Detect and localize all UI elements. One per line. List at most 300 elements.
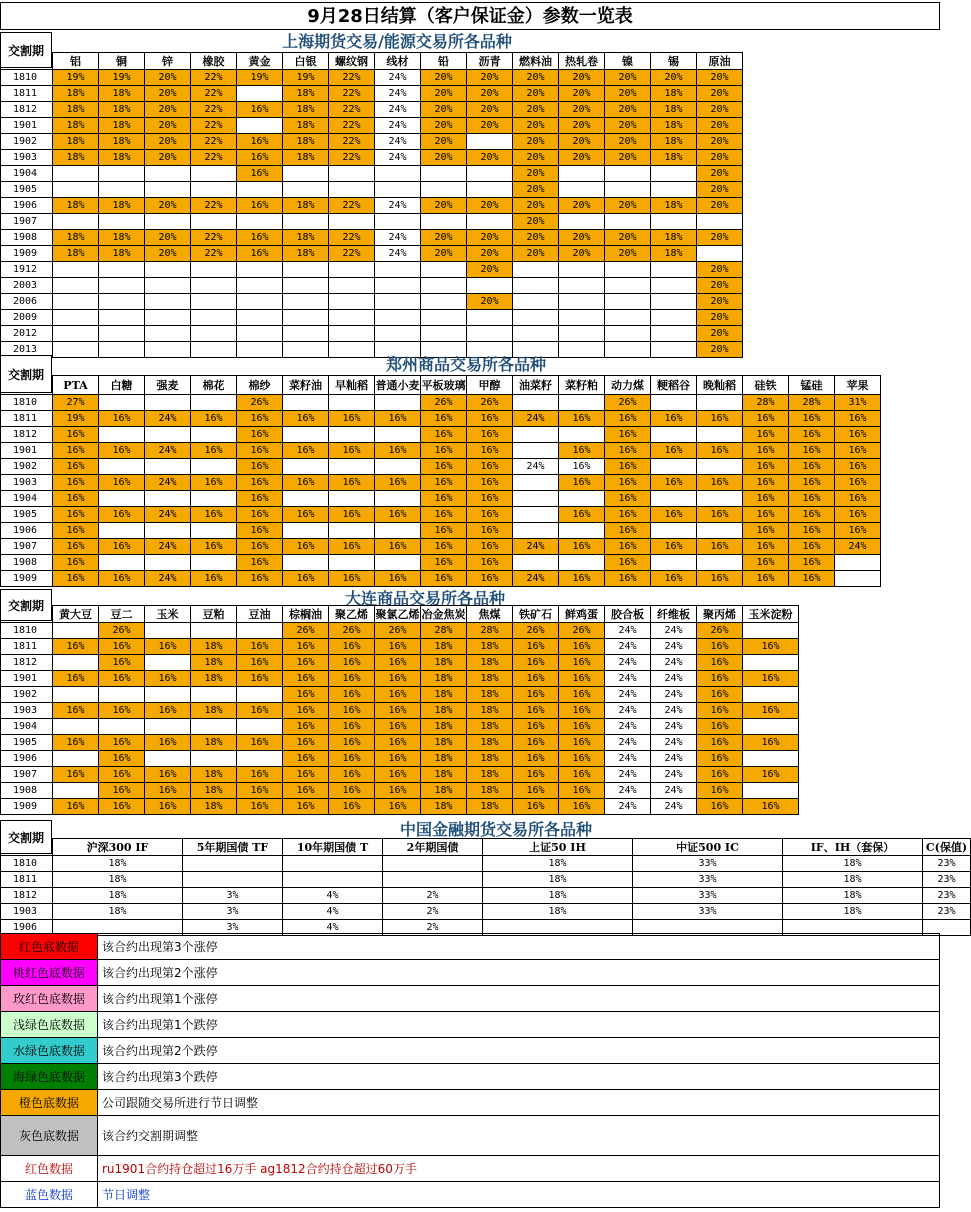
column-header: 聚丙烯 — [697, 606, 743, 623]
margin-cell — [53, 655, 99, 671]
margin-cell: 19% — [99, 70, 145, 86]
margin-cell — [145, 395, 191, 411]
column-header: 橡胶 — [191, 53, 237, 70]
margin-cell — [191, 182, 237, 198]
margin-cell: 26% — [375, 623, 421, 639]
margin-cell: 24% — [651, 639, 697, 655]
margin-cell: 18% — [421, 799, 467, 815]
margin-cell: 16% — [237, 799, 283, 815]
column-header: 原油 — [697, 53, 743, 70]
margin-cell: 16% — [375, 571, 421, 587]
margin-cell — [283, 278, 329, 294]
margin-cell — [651, 278, 697, 294]
margin-cell: 18% — [483, 888, 633, 904]
margin-cell: 18% — [53, 86, 99, 102]
delivery-period-cell: 1906 — [1, 751, 53, 767]
delivery-period-cell: 1908 — [1, 555, 53, 571]
margin-cell: 16% — [375, 411, 421, 427]
margin-cell: 20% — [559, 134, 605, 150]
margin-cell: 16% — [835, 491, 881, 507]
margin-cell: 16% — [237, 767, 283, 783]
margin-cell: 20% — [697, 166, 743, 182]
margin-cell — [421, 326, 467, 342]
header-row — [1, 839, 971, 856]
margin-cell: 20% — [513, 198, 559, 214]
margin-cell: 24% — [651, 719, 697, 735]
margin-cell: 16% — [329, 639, 375, 655]
margin-cell: 24% — [605, 671, 651, 687]
margin-cell: 16% — [559, 783, 605, 799]
margin-cell: 20% — [559, 118, 605, 134]
delivery-period-cell: 1811 — [1, 411, 53, 427]
margin-cell — [329, 427, 375, 443]
margin-cell: 16% — [513, 639, 559, 655]
dce-table — [0, 605, 799, 815]
table-row — [1, 799, 799, 815]
table-row — [1, 671, 799, 687]
column-header: 菜籽粕 — [559, 376, 605, 395]
margin-cell: 19% — [283, 70, 329, 86]
margin-cell: 16% — [283, 475, 329, 491]
margin-cell: 20% — [651, 70, 697, 86]
margin-cell: 16% — [99, 671, 145, 687]
margin-cell: 22% — [191, 102, 237, 118]
margin-cell — [283, 427, 329, 443]
delivery-period-cell: 1907 — [1, 539, 53, 555]
margin-cell — [145, 294, 191, 310]
margin-cell — [375, 555, 421, 571]
margin-cell: 16% — [53, 671, 99, 687]
margin-cell — [145, 719, 191, 735]
margin-cell: 20% — [467, 230, 513, 246]
legend-row — [1, 1012, 940, 1038]
margin-cell: 24% — [651, 735, 697, 751]
margin-cell — [651, 326, 697, 342]
table-row — [1, 326, 743, 342]
margin-cell: 16% — [467, 459, 513, 475]
table-row — [1, 411, 881, 427]
delivery-period-cell: 1812 — [1, 655, 53, 671]
margin-cell: 16% — [329, 539, 375, 555]
margin-cell: 16% — [421, 491, 467, 507]
margin-cell: 18% — [99, 102, 145, 118]
table-row — [1, 118, 743, 134]
margin-cell: 28% — [743, 395, 789, 411]
margin-cell — [605, 278, 651, 294]
margin-cell — [191, 310, 237, 326]
margin-cell: 16% — [835, 507, 881, 523]
margin-cell: 27% — [53, 395, 99, 411]
margin-cell: 20% — [513, 86, 559, 102]
margin-cell — [835, 571, 881, 587]
column-header: 油菜籽 — [513, 376, 559, 395]
margin-cell: 20% — [145, 102, 191, 118]
column-header: 铁矿石 — [513, 606, 559, 623]
margin-cell: 3% — [183, 904, 283, 920]
margin-cell: 16% — [651, 539, 697, 555]
margin-cell — [53, 182, 99, 198]
delivery-period-cell: 1908 — [1, 230, 53, 246]
table-row — [1, 310, 743, 326]
margin-cell: 2% — [383, 888, 483, 904]
table-row — [1, 904, 971, 920]
margin-cell: 16% — [191, 443, 237, 459]
margin-cell: 18% — [283, 134, 329, 150]
delivery-period-cell: 1906 — [1, 523, 53, 539]
legend-row — [1, 960, 940, 986]
margin-cell: 24% — [375, 198, 421, 214]
margin-cell — [513, 395, 559, 411]
margin-cell: 16% — [283, 735, 329, 751]
margin-cell: 16% — [651, 507, 697, 523]
margin-cell: 16% — [375, 799, 421, 815]
margin-cell: 18% — [53, 888, 183, 904]
legend-swatch: 蓝色数据 — [1, 1182, 98, 1208]
column-header: 锌 — [145, 53, 191, 70]
margin-cell: 16% — [283, 639, 329, 655]
margin-cell: 16% — [53, 539, 99, 555]
legend-swatch: 浅绿色底数据 — [1, 1012, 98, 1038]
margin-cell: 16% — [283, 443, 329, 459]
margin-cell: 24% — [605, 799, 651, 815]
table-row — [1, 459, 881, 475]
margin-cell: 16% — [743, 571, 789, 587]
legend-description: 该合约出现第1个跌停 — [98, 1012, 940, 1038]
margin-cell: 16% — [375, 767, 421, 783]
margin-cell: 16% — [145, 783, 191, 799]
margin-cell — [53, 687, 99, 703]
margin-cell — [329, 491, 375, 507]
margin-cell: 16% — [99, 639, 145, 655]
margin-cell — [421, 214, 467, 230]
table-row — [1, 150, 743, 166]
margin-cell: 16% — [99, 571, 145, 587]
margin-cell: 18% — [53, 118, 99, 134]
margin-cell: 16% — [789, 539, 835, 555]
margin-cell: 18% — [467, 719, 513, 735]
margin-cell: 20% — [145, 150, 191, 166]
margin-cell: 16% — [191, 539, 237, 555]
legend-swatch: 红色底数据 — [1, 934, 98, 960]
column-header: 豆二 — [99, 606, 145, 623]
margin-cell: 16% — [559, 687, 605, 703]
margin-cell — [53, 326, 99, 342]
margin-cell — [99, 523, 145, 539]
table-row — [1, 182, 743, 198]
margin-cell: 24% — [651, 767, 697, 783]
margin-cell: 18% — [99, 230, 145, 246]
margin-cell — [329, 310, 375, 326]
margin-cell: 16% — [605, 411, 651, 427]
margin-cell: 18% — [191, 799, 237, 815]
table-row — [1, 507, 881, 523]
table-row — [1, 278, 743, 294]
margin-cell: 16% — [237, 198, 283, 214]
margin-cell — [559, 310, 605, 326]
margin-cell: 16% — [605, 507, 651, 523]
margin-cell — [605, 166, 651, 182]
margin-cell: 16% — [421, 523, 467, 539]
margin-cell: 16% — [513, 799, 559, 815]
margin-cell — [559, 326, 605, 342]
margin-cell — [237, 182, 283, 198]
margin-cell: 16% — [375, 671, 421, 687]
margin-cell: 16% — [329, 687, 375, 703]
margin-cell: 3% — [183, 888, 283, 904]
delivery-period-cell: 2013 — [1, 342, 53, 358]
margin-cell: 22% — [329, 198, 375, 214]
legend-swatch: 玫红色底数据 — [1, 986, 98, 1012]
margin-cell: 16% — [375, 719, 421, 735]
margin-cell: 16% — [375, 639, 421, 655]
margin-cell — [605, 294, 651, 310]
margin-cell: 18% — [651, 134, 697, 150]
margin-cell — [605, 310, 651, 326]
margin-cell — [99, 719, 145, 735]
margin-cell: 33% — [633, 888, 783, 904]
table-row — [1, 703, 799, 719]
margin-cell — [329, 278, 375, 294]
margin-cell: 16% — [237, 459, 283, 475]
margin-cell: 16% — [99, 443, 145, 459]
margin-cell: 16% — [513, 655, 559, 671]
delivery-period-cell: 1909 — [1, 571, 53, 587]
margin-cell — [283, 555, 329, 571]
margin-cell: 16% — [743, 735, 799, 751]
table-row — [1, 214, 743, 230]
margin-cell: 20% — [605, 198, 651, 214]
margin-cell: 16% — [237, 491, 283, 507]
delivery-period-label: 交割期 — [0, 355, 52, 393]
margin-cell: 16% — [789, 491, 835, 507]
margin-cell: 16% — [237, 102, 283, 118]
margin-cell: 20% — [421, 246, 467, 262]
margin-cell: 22% — [329, 70, 375, 86]
margin-cell: 24% — [513, 459, 559, 475]
column-header: 热轧卷 — [559, 53, 605, 70]
delivery-period-cell: 1904 — [1, 491, 53, 507]
margin-cell: 16% — [283, 411, 329, 427]
margin-cell — [697, 491, 743, 507]
margin-cell: 16% — [697, 783, 743, 799]
margin-cell: 20% — [467, 118, 513, 134]
margin-cell — [835, 555, 881, 571]
margin-cell: 26% — [99, 623, 145, 639]
margin-cell: 16% — [53, 735, 99, 751]
margin-cell: 16% — [375, 443, 421, 459]
margin-cell: 16% — [375, 687, 421, 703]
margin-cell — [99, 395, 145, 411]
column-header: 5年期国债 TF — [183, 839, 283, 856]
margin-cell: 16% — [743, 639, 799, 655]
margin-cell: 20% — [467, 102, 513, 118]
delivery-period-label: 交割期 — [0, 589, 52, 621]
margin-cell: 24% — [651, 799, 697, 815]
legend-row — [1, 1064, 940, 1090]
legend-table — [0, 933, 940, 1208]
margin-cell: 20% — [421, 134, 467, 150]
margin-cell: 16% — [191, 571, 237, 587]
margin-cell: 16% — [237, 539, 283, 555]
margin-cell: 18% — [53, 230, 99, 246]
margin-cell: 18% — [483, 904, 633, 920]
margin-cell: 26% — [329, 623, 375, 639]
legend-description: 公司跟随交易所进行节日调整 — [98, 1090, 940, 1116]
margin-cell: 16% — [697, 735, 743, 751]
delivery-period-cell: 1810 — [1, 623, 53, 639]
margin-cell: 16% — [789, 555, 835, 571]
margin-cell: 16% — [743, 411, 789, 427]
margin-cell: 16% — [145, 799, 191, 815]
margin-cell: 18% — [99, 118, 145, 134]
margin-cell — [53, 783, 99, 799]
margin-cell: 2% — [383, 904, 483, 920]
margin-cell — [375, 310, 421, 326]
margin-cell: 16% — [513, 751, 559, 767]
margin-cell: 18% — [99, 246, 145, 262]
margin-cell: 16% — [789, 411, 835, 427]
margin-cell: 16% — [191, 475, 237, 491]
margin-cell: 16% — [145, 767, 191, 783]
margin-cell — [329, 294, 375, 310]
margin-cell — [697, 246, 743, 262]
margin-cell: 16% — [697, 539, 743, 555]
margin-cell: 16% — [467, 555, 513, 571]
margin-cell: 20% — [559, 150, 605, 166]
margin-cell: 16% — [237, 427, 283, 443]
margin-cell — [375, 278, 421, 294]
legend-row — [1, 1116, 940, 1156]
cffex-table — [0, 838, 971, 936]
margin-cell — [383, 872, 483, 888]
legend-row — [1, 1182, 940, 1208]
margin-cell: 18% — [783, 872, 923, 888]
margin-cell — [237, 262, 283, 278]
margin-cell — [421, 310, 467, 326]
margin-cell — [145, 262, 191, 278]
margin-cell: 16% — [53, 799, 99, 815]
delivery-period-cell: 1906 — [1, 198, 53, 214]
margin-cell: 20% — [145, 230, 191, 246]
margin-cell: 16% — [99, 799, 145, 815]
table-row — [1, 623, 799, 639]
margin-cell — [375, 294, 421, 310]
margin-cell: 16% — [421, 539, 467, 555]
column-header: 黄金 — [237, 53, 283, 70]
margin-cell: 16% — [375, 655, 421, 671]
margin-cell: 4% — [283, 888, 383, 904]
margin-cell — [375, 262, 421, 278]
margin-cell: 33% — [633, 856, 783, 872]
margin-cell: 16% — [467, 411, 513, 427]
margin-cell: 16% — [467, 523, 513, 539]
margin-cell: 23% — [923, 888, 971, 904]
margin-cell: 18% — [53, 904, 183, 920]
margin-cell — [145, 655, 191, 671]
margin-cell: 16% — [605, 523, 651, 539]
margin-cell — [743, 783, 799, 799]
legend-description: ru1901合约持仓超过16万手 ag1812合约持仓超过60万手 — [98, 1156, 940, 1182]
margin-cell: 20% — [513, 150, 559, 166]
margin-cell — [513, 555, 559, 571]
margin-cell: 16% — [329, 703, 375, 719]
margin-cell: 16% — [421, 475, 467, 491]
table-row — [1, 427, 881, 443]
margin-cell: 18% — [421, 767, 467, 783]
column-header: 白银 — [283, 53, 329, 70]
delivery-period-cell: 1812 — [1, 427, 53, 443]
column-header: 线材 — [375, 53, 421, 70]
margin-cell — [283, 294, 329, 310]
column-header: C(保值) — [923, 839, 971, 856]
margin-cell — [237, 118, 283, 134]
delivery-period-cell: 1902 — [1, 134, 53, 150]
margin-cell — [237, 214, 283, 230]
margin-cell: 16% — [513, 671, 559, 687]
margin-cell: 24% — [513, 539, 559, 555]
margin-cell: 24% — [375, 102, 421, 118]
margin-cell: 16% — [283, 571, 329, 587]
margin-cell: 16% — [789, 459, 835, 475]
margin-cell: 26% — [559, 623, 605, 639]
margin-cell: 16% — [237, 166, 283, 182]
margin-cell — [283, 182, 329, 198]
margin-cell: 16% — [329, 655, 375, 671]
margin-cell: 20% — [467, 246, 513, 262]
margin-cell: 20% — [697, 134, 743, 150]
margin-cell: 16% — [743, 491, 789, 507]
margin-cell: 20% — [513, 182, 559, 198]
margin-cell — [283, 326, 329, 342]
margin-cell — [651, 523, 697, 539]
delivery-period-cell: 2009 — [1, 310, 53, 326]
margin-cell: 22% — [191, 150, 237, 166]
margin-cell: 16% — [559, 443, 605, 459]
margin-cell: 20% — [467, 150, 513, 166]
table-row — [1, 395, 881, 411]
legend-row — [1, 934, 940, 960]
margin-cell: 20% — [697, 86, 743, 102]
margin-cell — [183, 856, 283, 872]
margin-cell: 16% — [191, 411, 237, 427]
margin-cell: 16% — [697, 687, 743, 703]
margin-cell — [559, 262, 605, 278]
margin-cell: 20% — [513, 118, 559, 134]
margin-cell: 24% — [375, 230, 421, 246]
margin-cell: 16% — [697, 767, 743, 783]
margin-cell: 16% — [559, 767, 605, 783]
margin-cell — [467, 134, 513, 150]
margin-cell — [375, 491, 421, 507]
delivery-period-cell: 1907 — [1, 214, 53, 230]
margin-cell — [145, 523, 191, 539]
margin-cell: 16% — [329, 571, 375, 587]
margin-cell: 18% — [467, 703, 513, 719]
delivery-period-cell: 1905 — [1, 182, 53, 198]
margin-cell: 18% — [467, 671, 513, 687]
margin-cell: 20% — [467, 86, 513, 102]
margin-cell: 20% — [467, 70, 513, 86]
margin-cell: 20% — [559, 86, 605, 102]
margin-cell: 16% — [559, 571, 605, 587]
margin-cell: 16% — [421, 571, 467, 587]
margin-cell: 20% — [145, 246, 191, 262]
margin-cell: 16% — [513, 719, 559, 735]
margin-cell: 24% — [605, 687, 651, 703]
margin-cell: 16% — [53, 555, 99, 571]
margin-cell: 16% — [145, 735, 191, 751]
margin-cell: 16% — [283, 767, 329, 783]
